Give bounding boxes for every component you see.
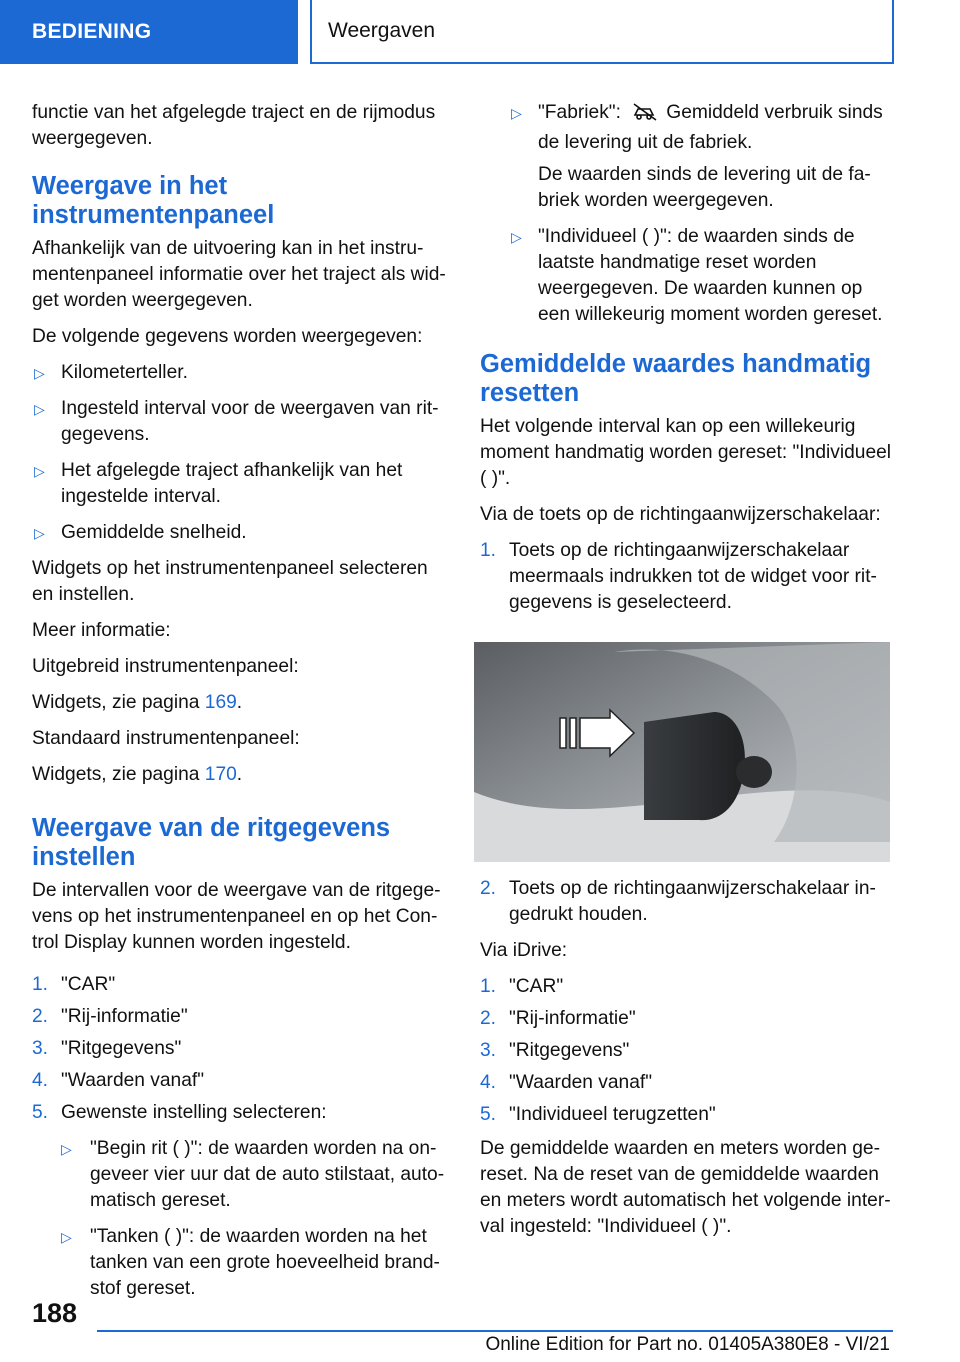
chapter-tab: Weergaven (310, 0, 894, 64)
heading-instrumentenpaneel: Weergave in het instrumentenpaneel (32, 172, 275, 229)
list-item: 3. "Ritgegevens" (480, 1040, 630, 1061)
heading-resetten: Gemiddelde waardes handmatig resetten (480, 350, 872, 407)
gegevens-list (32, 360, 450, 546)
list-item: 5. Gewenste instelling selecteren: ▷ "Begin rit ( )": de waarden worden na ongeveer vier uur dat de auto stilstaat, automatisch gereset. ▷ "Tanken ( )": de waarden worden na het tanken van een grote hoeveelheid brandstof gereset. (32, 1100, 450, 1302)
triangle-right-icon: ▷ (61, 1229, 72, 1245)
instelling-sublist (61, 1136, 450, 1302)
list-item: 2. Toets op de richtingaanwijzerschakelaar ingedrukt houden. (480, 878, 876, 925)
right-column (480, 100, 892, 1250)
list-item: 4. "Waarden vanaf" (480, 1072, 653, 1093)
triangle-right-icon: ▷ (511, 229, 522, 245)
paragraph-volgende: De volgende gegevens worden weergegeven: (32, 326, 423, 347)
section-tab: BEDIENING (0, 0, 298, 64)
paragraph-meer-informatie: Meer informatie: (32, 620, 171, 641)
heading-ritgegevens: Weergave van de ritgegevens instellen (32, 814, 391, 871)
fabriek-detail: De waarden sinds de levering uit de fabriek worden weergegeven. (538, 164, 871, 211)
list-item: ▷ "Begin rit ( )": de waarden worden na ongeveer vier uur dat de auto stilstaat, automatisch gereset. (61, 1138, 445, 1211)
edition-label: Online Edition for Part no. 01405A380E8 - VI/21 (485, 1334, 890, 1355)
list-item: 4. "Waarden vanaf" (32, 1070, 205, 1091)
toets-steps-list-1 (480, 538, 892, 616)
triangle-right-icon: ▷ (34, 525, 45, 541)
list-item: 2. "Rij-informatie" (32, 1006, 188, 1027)
list-item: ▷ Ingesteld interval voor de weergaven van ritgegevens. (34, 398, 439, 445)
steps-list (32, 972, 450, 1302)
idrive-steps-list (480, 974, 892, 1128)
paragraph-afhankelijk: Afhankelijk van de uitvoering kan in het instrumentenpaneel informatie over het traject als widget worden weergegeven. (32, 238, 446, 311)
page-number: 188 (32, 1298, 78, 1328)
toets-steps-list-2 (480, 876, 892, 928)
list-item: 1. "CAR" (32, 974, 116, 995)
triangle-right-icon: ▷ (61, 1141, 72, 1157)
triangle-right-icon: ▷ (34, 401, 45, 417)
list-item: ▷ Gemiddelde snelheid. (32, 520, 450, 546)
intro-paragraph: functie van het afgelegde traject en de rijmodus weergegeven. (32, 102, 436, 149)
paragraph-standaard: Standaard instrumentenpaneel: (32, 728, 300, 749)
paragraph-intervallen: De intervallen voor de weergave van de ritgegevens op het instrumentenpaneel en op het Control Display kunnen worden ingesteld. (32, 880, 441, 953)
turn-signal-stalk-photo (474, 642, 890, 862)
left-column (32, 100, 450, 1312)
paragraph-uitgebreid: Uitgebreid instrumentenpaneel: (32, 656, 299, 677)
factory-car-icon (632, 102, 658, 130)
list-item: 5. "Individueel terugzetten" (480, 1104, 716, 1125)
paragraph-widgets-ref-2: Widgets, zie pagina 170. (32, 764, 243, 785)
paragraph-interval: Het volgende interval kan op een willekeurig moment handmatig worden gereset: "Individueel ( )". (480, 416, 892, 489)
list-item: 1. "CAR" (480, 976, 564, 997)
paragraph-slot: De gemiddelde waarden en meters worden gereset. Na de reset van de gemiddelde waarden en meters wordt automatisch het volgende interval ingesteld: "Individueel ( )". (480, 1138, 891, 1237)
paragraph-via-toets: Via de toets op de richtingaanwijzerschakelaar: (480, 504, 881, 525)
list-item: 3. "Ritgegevens" (32, 1038, 182, 1059)
list-item: ▷ "Individueel ( )": de waarden sinds de laatste handmatige reset worden weergegeven. De waarden kunnen op een willekeurig moment worden gereset. (511, 226, 883, 325)
list-item: ▷ "Tanken ( )": de waarden worden na het tanken van een grote hoeveelheid brandstof gereset. (61, 1226, 440, 1299)
paragraph-via-idrive: Via iDrive: (480, 940, 568, 961)
list-item: 1. Toets op de richtingaanwijzerschakelaar meermaals indrukken tot de widget voor ritgegevens is geselecteerd. (480, 540, 877, 613)
triangle-right-icon: ▷ (34, 463, 45, 479)
triangle-right-icon: ▷ (34, 365, 45, 381)
footer-divider (97, 1330, 893, 1332)
list-item: 2. "Rij-informatie" (480, 1008, 636, 1029)
triangle-right-icon: ▷ (511, 105, 522, 121)
list-item: ▷ Kilometerteller. (32, 360, 450, 386)
paragraph-widgets: Widgets op het instrumentenpaneel selecteren en instellen. (32, 558, 428, 605)
list-item: ▷ "Fabriek": Gemiddeld verbruik sinds de levering uit de fabriek. De waarden sinds de levering uit de fabriek worden weergegeven. (509, 100, 892, 214)
list-item: ▷ Het afgelegde traject afhankelijk van het ingestelde interval. (34, 460, 403, 507)
fabriek-list (480, 100, 892, 328)
page-link-169[interactable]: 169 (204, 692, 237, 713)
paragraph-widgets-ref-1: Widgets, zie pagina 169. (32, 692, 243, 713)
page-link-170[interactable]: 170 (204, 764, 237, 785)
